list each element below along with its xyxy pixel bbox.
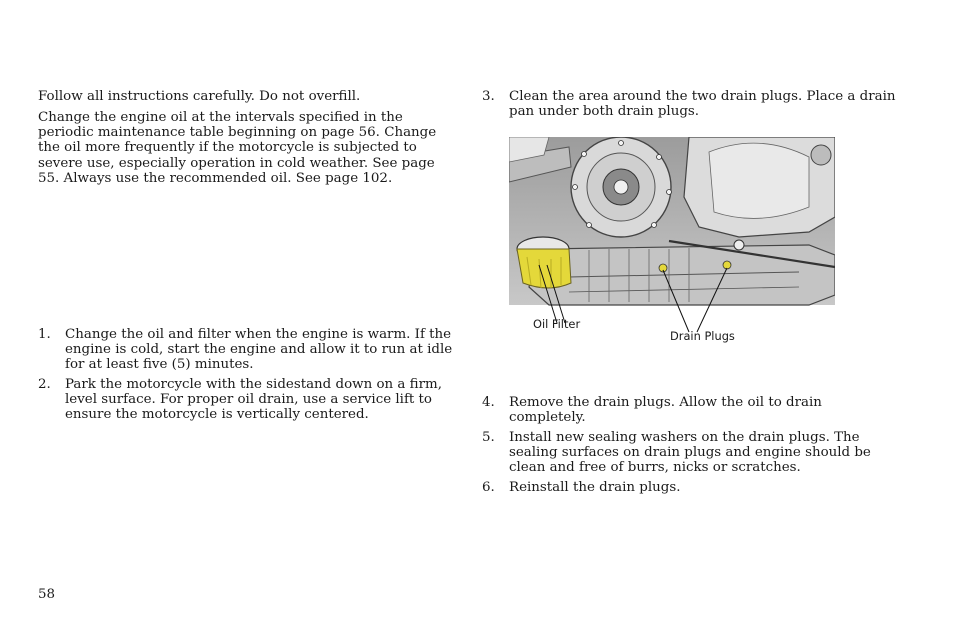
step-text: Change the oil and filter when the engine is warm. If the engine is cold, start the engine and allow it to run at idle for at least five (5) minutes. [65, 327, 453, 373]
step-6 [482, 480, 902, 495]
callout-oil-filter: Oil Filter [533, 317, 581, 331]
step-number: 5. [482, 430, 495, 445]
step-number: 6. [482, 480, 495, 495]
step-number: 1. [38, 327, 51, 342]
intro-paragraph: Change the engine oil at the intervals specified in the periodic maintenance table beginning on page 56. Change the oil more frequently if the motorcycle is subjected to severe use, especially operation in cold weather. See page 55. Always use the recommended oil. See page 102. [38, 110, 437, 186]
step-text: Install new sealing washers on the drain plugs. The sealing surfaces on drain plugs and engine should be clean and free of burrs, nicks or scratches. [509, 430, 871, 476]
step-text: Reinstall the drain plugs. [509, 480, 681, 495]
step-3 [482, 89, 902, 119]
page-number: 58 [38, 587, 56, 602]
step-number: 2. [38, 377, 51, 392]
intro-instruction: Follow all instructions carefully. Do not overfill. [38, 89, 361, 104]
step-number: 3. [482, 89, 495, 104]
step-text: Remove the drain plugs. Allow the oil to drain completely. [509, 395, 822, 426]
engine-figure [509, 137, 835, 359]
step-1 [38, 327, 456, 373]
step-2 [38, 377, 456, 423]
step-number: 4. [482, 395, 495, 410]
callout-drain-plugs: Drain Plugs [670, 329, 735, 343]
step-text: Clean the area around the two drain plugs. Place a drain pan under both drain plugs. [509, 89, 896, 120]
step-text: Park the motorcycle with the sidestand down on a firm, level surface. For proper oil drain, use a service lift to ensure the motorcycle is vertically centered. [65, 377, 442, 423]
step-4 [482, 395, 902, 425]
step-5 [482, 430, 902, 476]
